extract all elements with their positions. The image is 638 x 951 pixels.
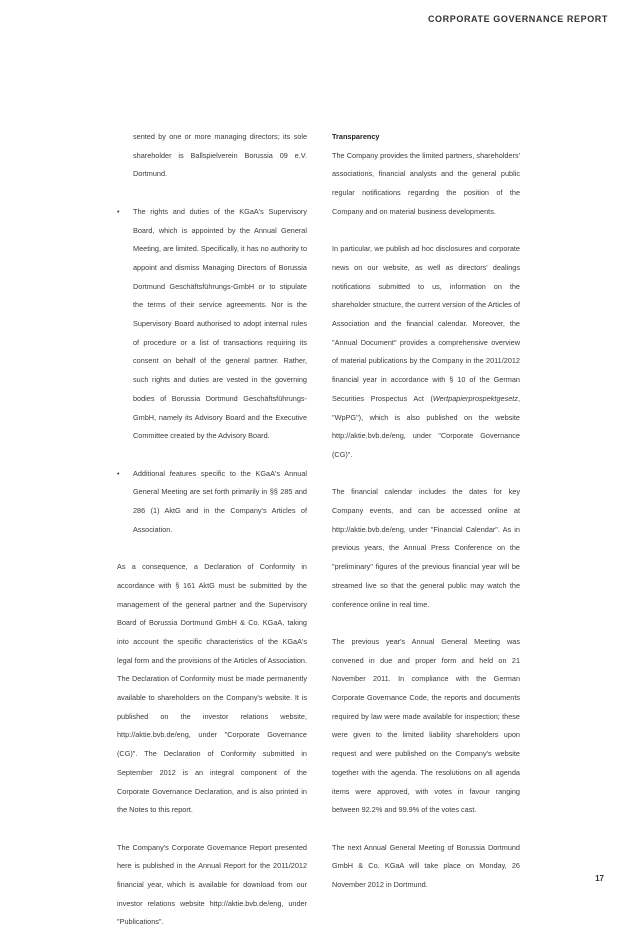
financial-calendar-paragraph: The financial calendar includes the dates for key Company events, and can be accessed online at http://aktie.bvb.de/eng, under "Financial Calendar". As in previous years, the Annual Press Conference on the "preliminary" figures of the previous financial year will be streamed live so that the general public may watch the conference online in real time. [332, 487, 520, 609]
bullet-text: Additional features specific to the KGaA's Annual General Meeting are set forth primarily in §§ 285 and 286 (1) AktG and in the Company's Articles of Association. [133, 468, 307, 534]
bullet-text: The rights and duties of the KGaA's Supervisory Board, which is appointed by the Annual General Meeting, are limited. Specifically, it has no authority to appoint and dismiss Managing Directors of Borussia Dortmund Geschäftsführungs-GmbH or to stipulate the terms of their service agreements. Nor is the Supervisory Board authorised to adopt internal rules of procedure or a list of transactions requiring its consent on behalf of the general partner. Rather, such rights and duties are vested in the governing bodies of Borussia Dortmund Geschäftsführungs-GmbH, namely its Advisory Board and the Executive Committee created by the Advisory Board. [133, 206, 307, 441]
right-column [332, 128, 520, 913]
continued-bullet-text: sented by one or more managing directors; its sole shareholder is Ballspielverein Borussia 09 e.V. Dortmund. [133, 132, 307, 179]
publications-text-part1: In particular, we publish ad hoc disclosures and corporate news on our website, as well as directors' dealings notifications submitted to us, information on the shareholder structure, the current version of the Articles of Association and the financial calendar. Moreover, the "Annual Document" provides a comprehensive overview of material publications by the Company in the 2011/2012 financial year in accordance with § 10 of the German Securities Prospectus Act ( [332, 244, 520, 403]
publications-paragraph [332, 240, 520, 464]
bullet-marker: • [117, 206, 120, 216]
bullet-marker: • [117, 468, 120, 478]
page-number: 17 [595, 874, 604, 883]
bullet-supervisory-board [117, 203, 307, 446]
report-publication-paragraph: The Company's Corporate Governance Report presented here is published in the Annual Report for the 2011/2012 financial year, which is available for download from our investor relations website http://aktie.bvb.de/eng, under "Publications". [117, 842, 307, 927]
transparency-heading: Transparency [332, 132, 380, 141]
transparency-intro-paragraph: The Company provides the limited partners, shareholders' associations, financial analysts and the general public regular notifications regarding the position of the Company and on material business developments. [332, 150, 520, 216]
previous-agm-paragraph: The previous year's Annual General Meeting was convened in due and proper form and held on 21 November 2011. In compliance with the German Corporate Governance Code, the reports and documents required by law were made available for inspection; these were given to the limited liability shareholders upon request and were published on the Company's website together with the agenda. The resolutions on all agenda items were approved, with votes in favour ranging between 92.2% and 99.9% of the votes cast. [332, 636, 520, 815]
next-agm-paragraph: The next Annual General Meeting of Borussia Dortmund GmbH & Co. KGaA will take place on Monday, 26 November 2012 in Dortmund. [332, 842, 520, 890]
bullet-annual-general-meeting [117, 465, 307, 540]
left-column [117, 128, 307, 951]
declaration-of-conformity-paragraph: As a consequence, a Declaration of Conformity in accordance with § 161 AktG must be submitted by the management of the general partner and the Supervisory Board of Borussia Dortmund GmbH & Co. KGaA, taking into account the specific characteristics of the KGaA's legal form and the provisions of the Articles of Association. The Declaration of Conformity must be made permanently available to shareholders on the Company's website. It is published on the investor relations website, http://aktie.bvb.de/eng, under "Corporate Governance (CG)". The Declaration of Conformity submitted in September 2012 is an integral component of the Corporate Governance Declaration, and is also printed in the Notes to this report. [117, 562, 307, 815]
publications-text-part2: , "WpPG"), which is also published on the website http://aktie.bvb.de/eng, under "Corporate Governance (CG)". [332, 393, 520, 459]
report-section-title: CORPORATE GOVERNANCE REPORT [427, 14, 608, 24]
securities-act-german-name: Wertpapierprospektgesetz [432, 393, 518, 403]
